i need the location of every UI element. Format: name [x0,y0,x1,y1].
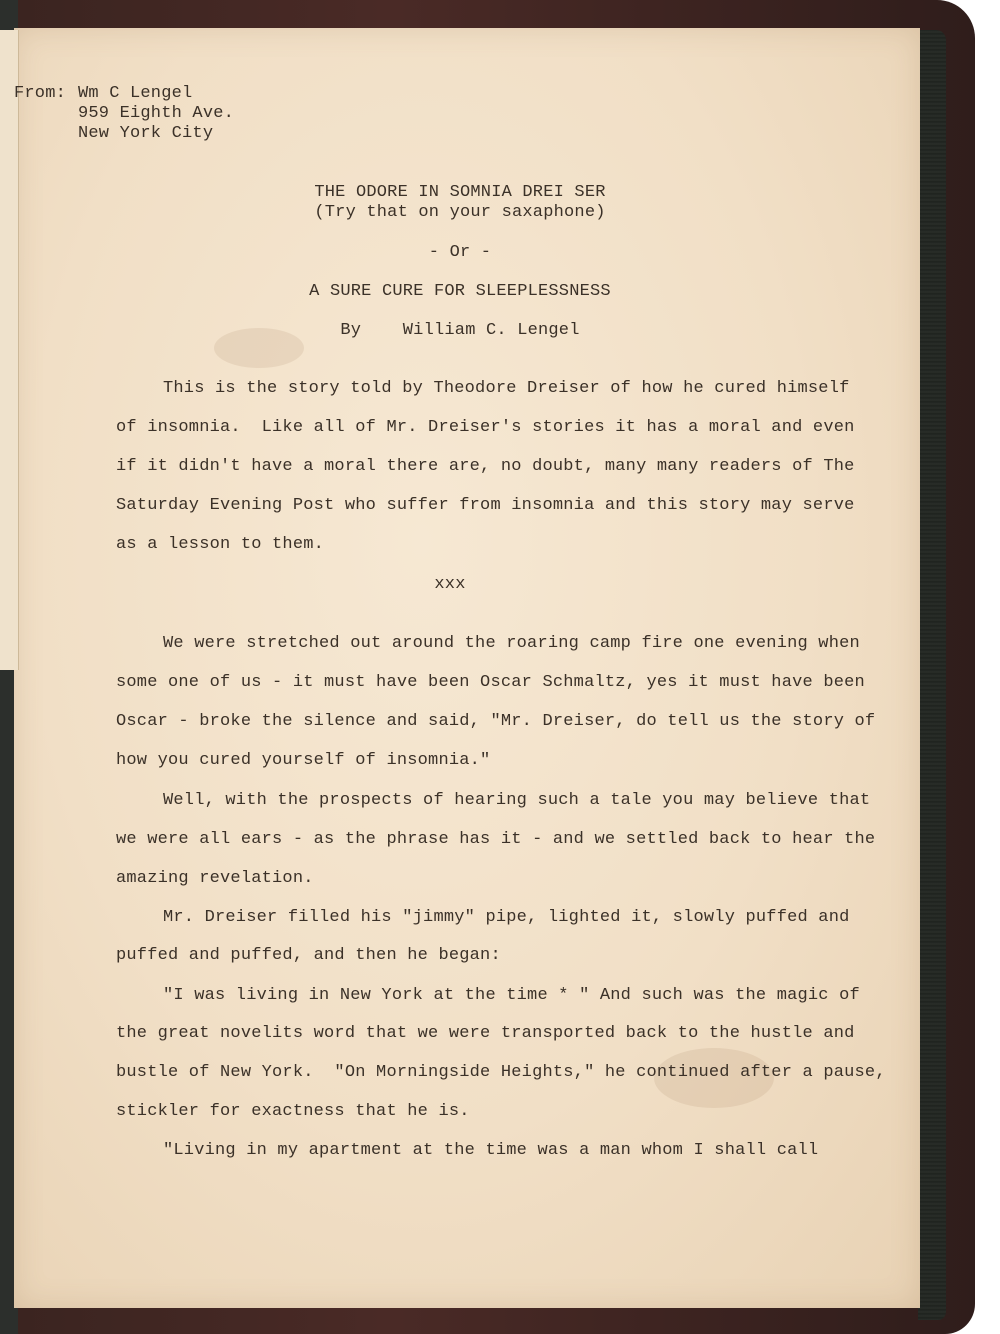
or-divider: - Or - [428,243,492,262]
document-subtitle: (Try that on your saxaphone) [314,203,606,222]
story-line: Mr. Dreiser filled his "jimmy" pipe, lighted it, slowly puffed and [163,908,850,927]
story-line: "I was living in New York at the time * " And such was the magic of [163,986,860,1005]
story-line: stickler for exactness that he is. [116,1102,470,1121]
sender-label: From: [14,84,67,103]
alternate-title: A SURE CURE FOR SLEEPLESSNESS [309,282,611,301]
story-line: puffed and puffed, and then he began: [116,946,501,965]
story-line: amazing revelation. [116,869,314,888]
story-line: "Living in my apartment at the time was a man whom I shall call [163,1141,819,1160]
sender-city: New York City [78,124,214,143]
intro-line: as a lesson to them. [116,535,325,554]
story-line: the great novelits word that we were transported back to the hustle and [116,1024,855,1043]
intro-line: Saturday Evening Post who suffer from insomnia and this story may serve [116,496,855,515]
byline: By William C. Lengel [340,321,580,340]
story-line: how you cured yourself of insomnia." [116,751,491,770]
intro-line: if it didn't have a moral there are, no doubt, many many readers of The [116,457,855,476]
sender-street: 959 Eighth Ave. [78,104,235,123]
sender-name: Wm C Lengel [78,84,193,103]
story-line: We were stretched out around the roaring camp fire one evening when [163,634,860,653]
section-separator: xxx [434,575,466,594]
intro-line: of insomnia. Like all of Mr. Dreiser's stories it has a moral and even [116,418,855,437]
document-title: THE ODORE IN SOMNIA DREI SER [314,183,606,202]
story-line: Well, with the prospects of hearing such a tale you may believe that [163,791,871,810]
previous-page-edge [0,30,19,670]
intro-line: This is the story told by Theodore Dreiser of how he cured himself [163,379,850,398]
story-line: we were all ears - as the phrase has it - and we settled back to hear the [116,830,876,849]
binder-spine [918,30,946,1320]
story-line: some one of us - it must have been Oscar Schmaltz, yes it must have been [116,673,865,692]
story-line: bustle of New York. "On Morningside Heights," he continued after a pause, [116,1063,886,1082]
story-line: Oscar - broke the silence and said, "Mr. Dreiser, do tell us the story of [116,712,876,731]
